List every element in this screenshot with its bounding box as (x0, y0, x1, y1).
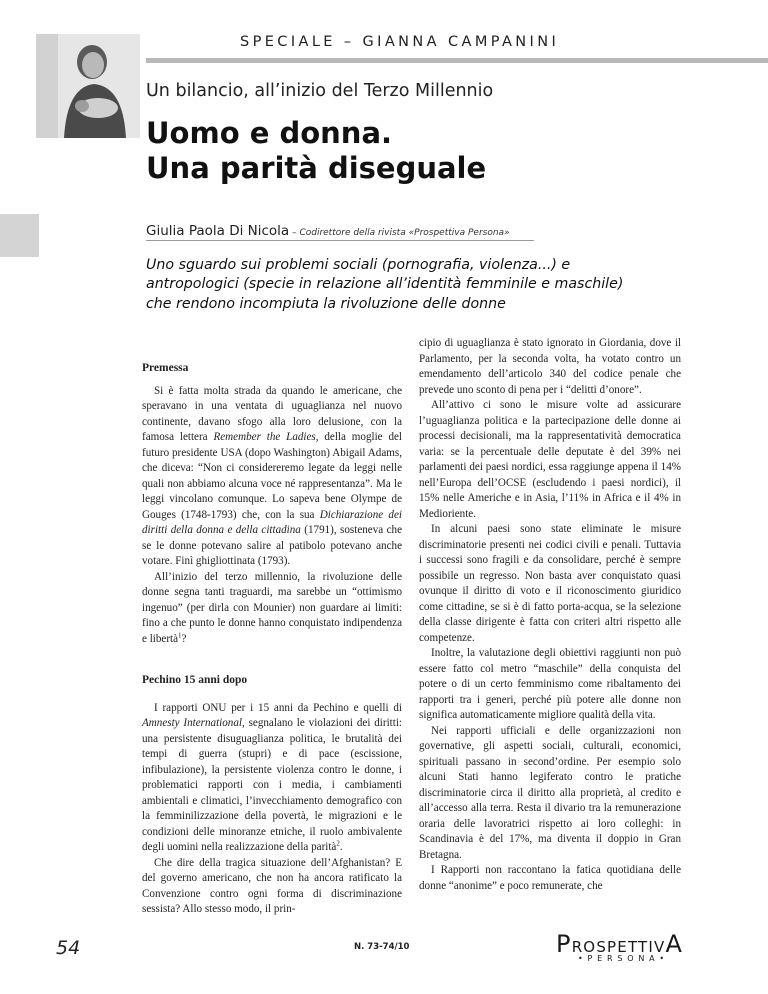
article-title (146, 116, 486, 186)
header-rule (146, 58, 768, 63)
author-rule (146, 240, 534, 241)
footnote-ref: 2 (336, 839, 340, 848)
paragraph: Si è fatta molta strada da quando le americane, che speravano in una ventata di uguaglianza nel nuovo continente, davano sfogo alla loro delusione, con la famosa lettera Remember the Ladies, della moglie del futuro presidente USA (dopo Washington) Abigail Adams, che diceva: “Non ci considereremo legate da leggi nelle quali non abbiamo alcuna voce né rappresentanza”. Ma le leggi vincolano comunque. Lo sapeva bene Olympe de Gouges (1748-1793) che, con la sua Dichiarazione dei diritti della donna e della cittadina (1791), sosteneva che se le donne potevano salire al patibolo potevano anche votare. Finì ghigliottinata (1793). (142, 384, 402, 567)
subtitle-line-2: antropologici (specie in relazione all’identità femminile e maschile) (146, 276, 624, 293)
paragraph: Inoltre, la valutazione degli obiettivi raggiunti non può essere fatto col metro “maschile” della conquista del potere o di un certo femminismo come ribaltamento dei rapporti tra i generi, perché più potere alle donne non significa automaticamente migliore qualità della vita. (419, 647, 681, 721)
article-title-line-1: Uomo e donna. (146, 116, 393, 150)
section-heading-pechino: Pechino 15 anni dopo (142, 674, 248, 686)
paragraph: In alcuni paesi sono state eliminate le misure discriminatorie presenti nei codici civili e penali. Tuttavia i successi sono fragili e da consolidare, perché è sempre possibile un regresso. Non basta aver conquistato quasi ovunque il diritto di voto e il riconoscimento giuridico come cittadine, se si è di fatto porta-acqua, se la selezione della classe dirigente è fatta con criteri altri rispetto alle competenze. (419, 523, 681, 644)
paragraph: I Rapporti non raccontano la fatica quotidiana delle donne “anonime” e poco remunerate, che (419, 864, 681, 892)
paragraph: Nei rapporti ufficiali e delle organizzazioni non governative, gli aspetti sociali, culturali, economici, spirituali passano in second’ordine. Per esempio solo alcuni Stati hanno legiferato contro le pratiche discriminatorie circa il diritto alla proprietà, al credito e all’accesso alla terra. Resta il divario tra la remunerazione oraria delle lavoratrici rispetto ai loro colleghi: in Scandinavia è del 17%, ma diventa il doppio in Gran Bretagna. (419, 724, 681, 861)
side-marker (0, 214, 39, 257)
section-heading-premessa: Premessa (142, 362, 189, 374)
footnote-ref: 1 (178, 630, 182, 639)
kicker: Un bilancio, all’inizio del Terzo Millennio (146, 81, 494, 101)
body-column-right (419, 336, 681, 894)
body-column-left (142, 361, 402, 918)
issue-number: N. 73-74/10 (354, 942, 410, 952)
author-name: Giulia Paola Di Nicola (146, 223, 290, 239)
subtitle-line-3: che rendono incompiuta la rivoluzione delle donne (146, 295, 506, 312)
subtitle-line-1: Uno sguardo sui problemi sociali (pornografia, violenza...) e (146, 257, 571, 273)
portrait-photo (36, 34, 140, 138)
page-number: 54 (56, 937, 81, 959)
magazine-logo: PROSPETTIVA •PERSONA• (556, 930, 684, 963)
author-role: – Codirettore della rivista «Prospettiva Persona» (289, 228, 510, 238)
paragraph: All’inizio del terzo millennio, la rivoluzione delle donne segna tanti traguardi, ma sarebbe un “ottimismo ingenuo” (per dirla con Mounier) non guardare ai limiti: fino a che punto le donne hanno conquistato indipendenza e libertà$^1$? (142, 570, 402, 645)
author-byline (146, 222, 510, 240)
section-label: SPECIALE – GIANNA CAMPANINI (240, 34, 560, 50)
portrait-photo-icon (36, 34, 140, 138)
paragraph: Che dire della tragica situazione dell’Afghanistan? E del governo americano, che non ha ancora ratificato la Convenzione contro ogni forma di discriminazione sessista? Allo stesso modo, il prin- (142, 856, 402, 915)
article-title-line-2: Una parità diseguale (146, 151, 487, 185)
paragraph: All’attivo ci sono le misure volte ad assicurare l’uguaglianza politica e la partecipazione delle donne ai processi decisionali, ma la rappresentatività democratica varia: se la percentuale delle deputate è del 39% nei parlamenti dei paesi nordici, essa raggiunge appena il 14% nell’Europa dell’OCSE (escludendo i paesi nordici), il 15% nelle Americhe e in Asia, l’11% in Africa e il 4% in Medioriente. (419, 399, 681, 520)
paragraph: I rapporti ONU per i 15 anni da Pechino e quelli di Amnesty International, segnalano le violazioni dei diritti: una persistente disuguaglianza politica, le brutalità dei tempi di guerra (stupri) e di pace (escissione, infibulazione), la persistente violenza contro le donne, i problematici rapporti con i media, i cambiamenti ambientali e climatici, l’invecchiamento demografico con la femminilizzazione della povertà, le migrazioni e le condizioni delle minoranze etniche, il ruolo ambivalente degli uomini nella realizzazione della parità$^2$. (142, 701, 402, 853)
paragraph: cipio di uguaglianza è stato ignorato in Giordania, dove il Parlamento, per la seconda volta, ha votato contro un emendamento dell’articolo 340 del codice penale che prevede uno sconto di pena per i “delitti d’onore”. (419, 337, 681, 396)
article-subtitle (146, 256, 666, 314)
